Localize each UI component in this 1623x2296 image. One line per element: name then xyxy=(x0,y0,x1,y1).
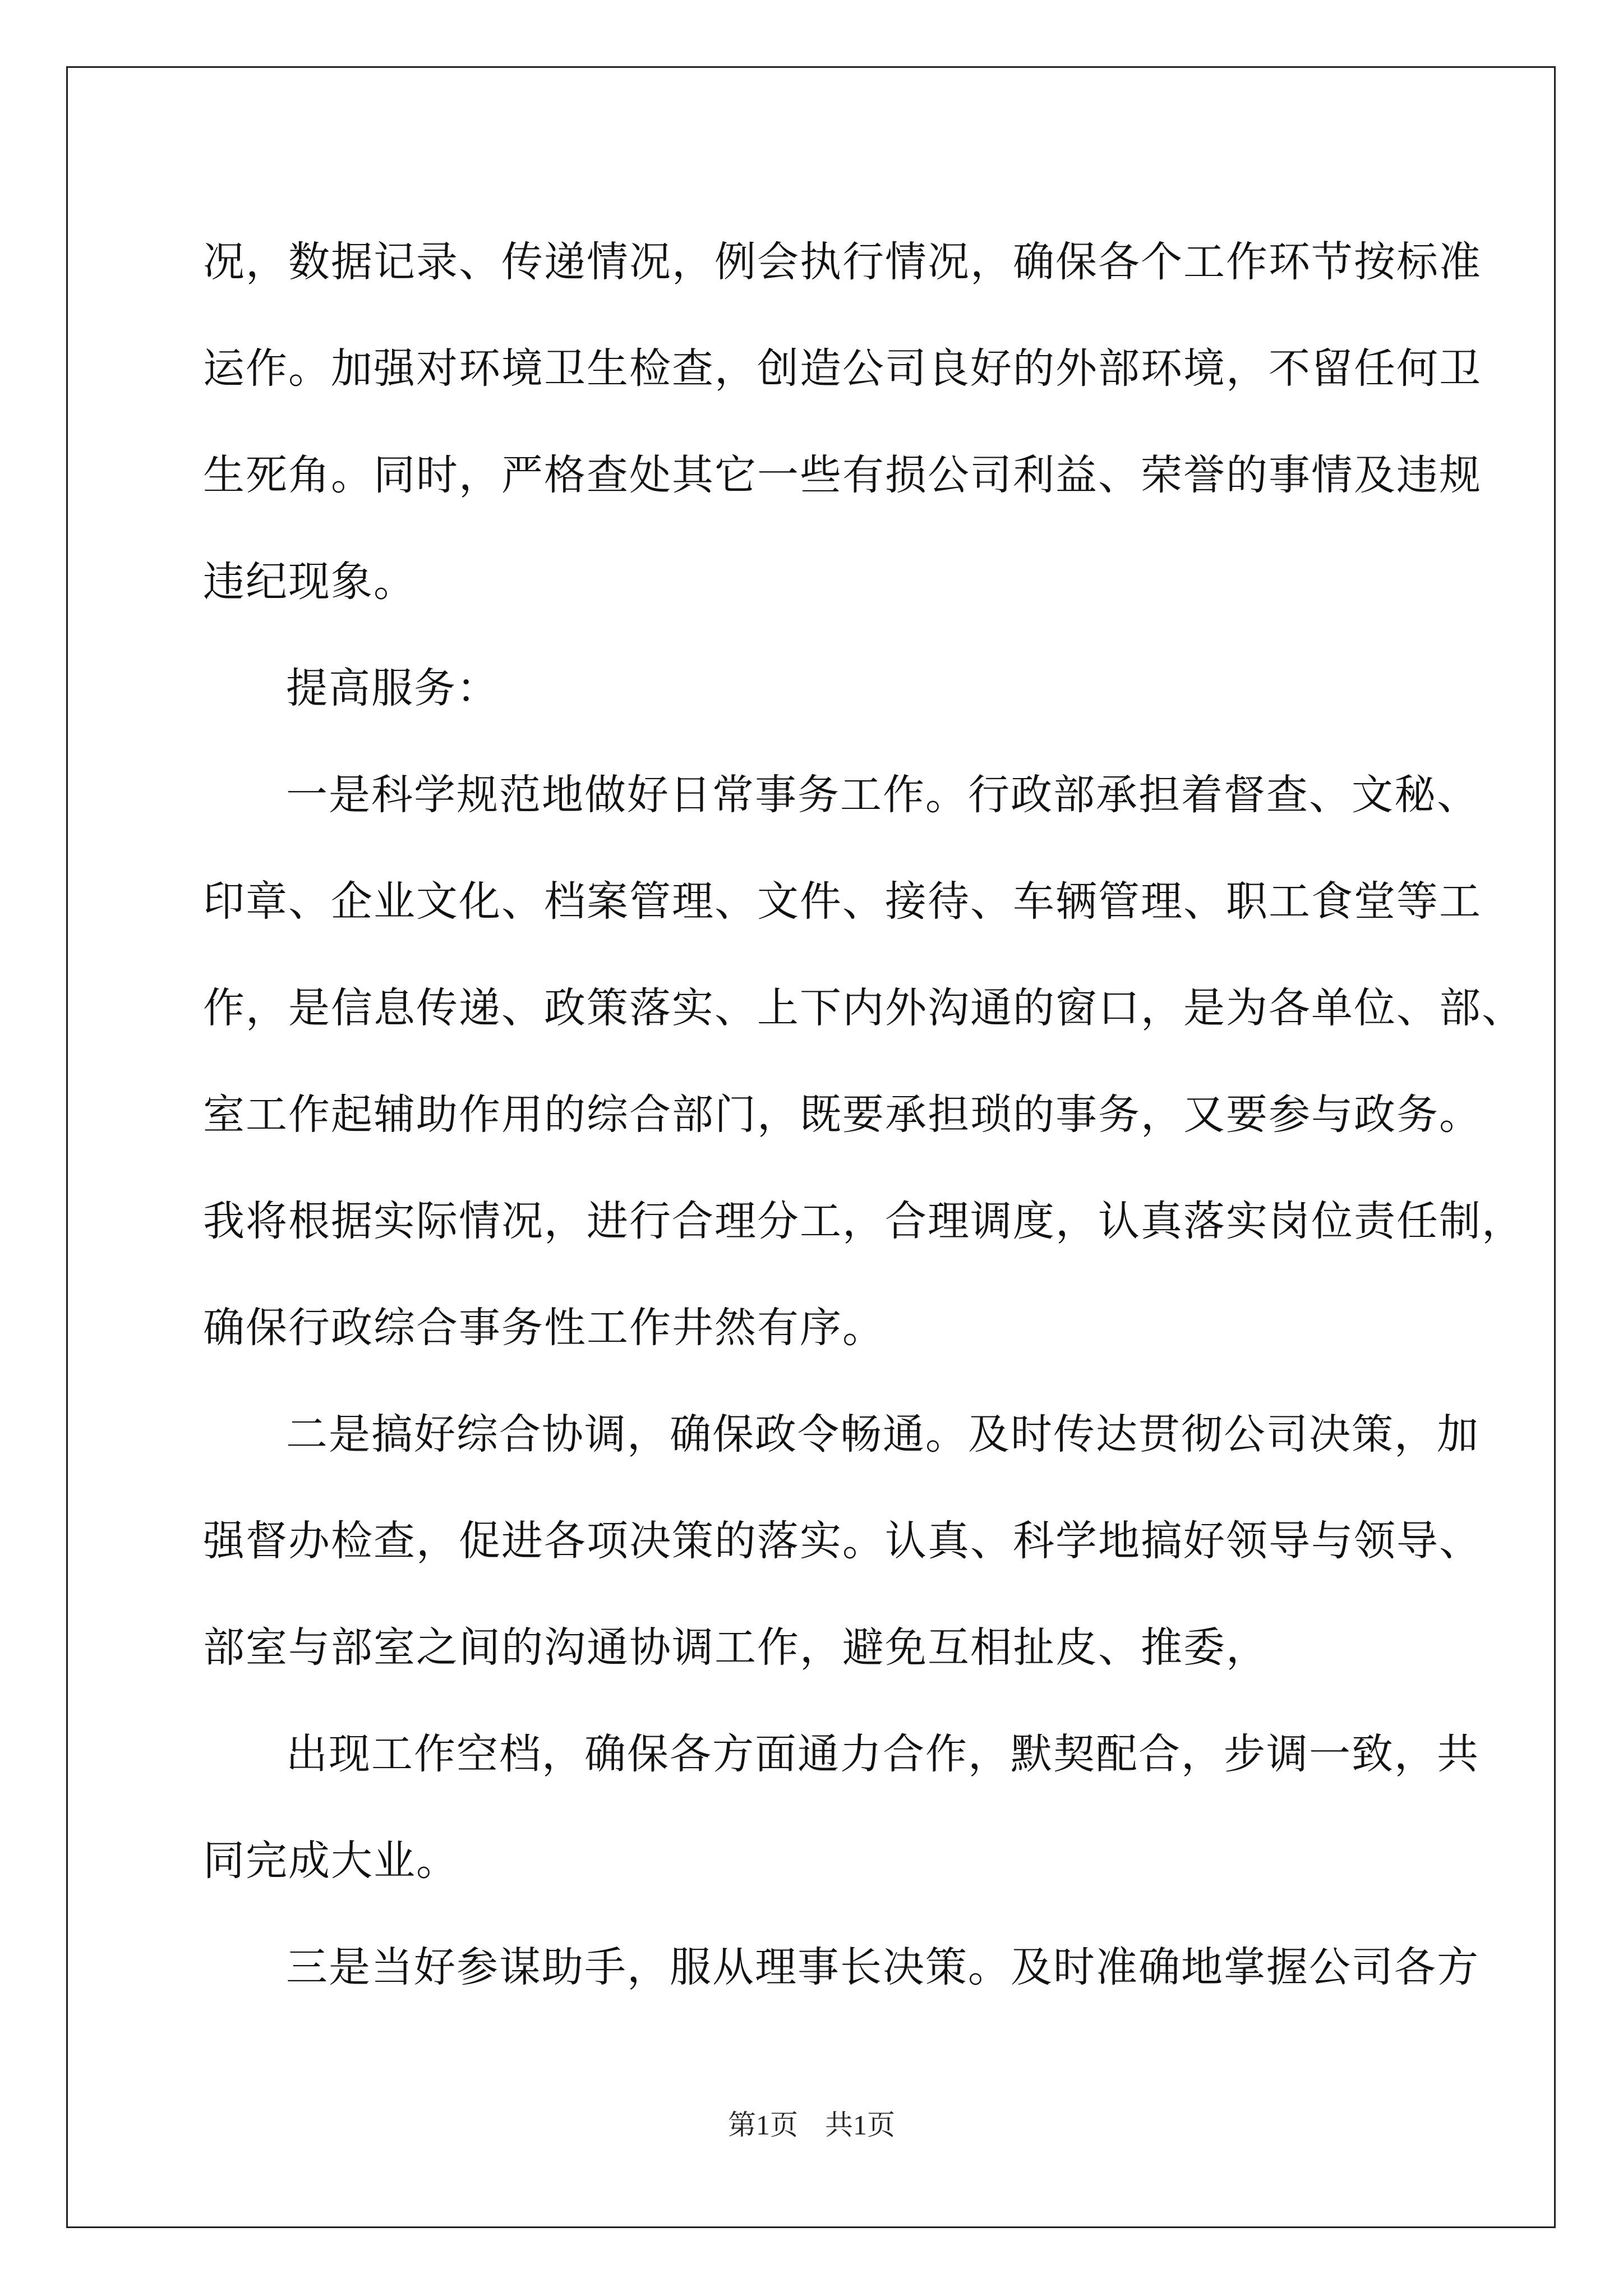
text-line: 部室与部室之间的沟通协调工作，避免互相扯皮、推委， xyxy=(203,1623,1269,1672)
paragraph-start: 出现工作空档，确保各方面通力合作，默契配合，步调一致，共 xyxy=(286,1730,1479,1778)
paragraph-start: 一是科学规范地做好日常事务工作。行政部承担着督查、文秘、 xyxy=(286,771,1479,819)
text-line: 违纪现象。 xyxy=(203,558,416,606)
text-line: 强督办检查，促进各项决策的落实。认真、科学地搞好领导与领导、 xyxy=(203,1517,1482,1565)
text-line: 印章、企业文化、档案管理、文件、接待、车辆管理、职工食堂等工 xyxy=(203,877,1482,926)
page-total: 共1页 xyxy=(825,2109,895,2141)
text-line: 我将根据实际情况，进行合理分工，合理调度，认真落实岗位责任制， xyxy=(203,1197,1524,1245)
page-number: 第1页 xyxy=(728,2109,798,2141)
paragraph-start: 三是当好参谋助手，服从理事长决策。及时准确地掌握公司各方 xyxy=(286,1943,1479,1991)
page-footer xyxy=(0,2102,1623,2143)
text-line: 运作。加强对环境卫生检查，创造公司良好的外部环境，不留任何卫 xyxy=(203,344,1482,393)
text-line: 况，数据记录、传递情况，例会执行情况，确保各个工作环节按标准 xyxy=(203,238,1482,286)
paragraph-start: 二是搞好综合协调，确保政令畅通。及时传达贯彻公司决策，加 xyxy=(286,1410,1479,1458)
section-heading: 提高服务： xyxy=(286,664,499,712)
text-line: 确保行政综合事务性工作井然有序。 xyxy=(203,1304,885,1352)
text-line: 生死角。同时，严格查处其它一些有损公司利益、荣誉的事情及违规 xyxy=(203,451,1482,499)
text-line: 同完成大业。 xyxy=(203,1837,459,1885)
document-body xyxy=(203,209,1524,2021)
text-line: 作，是信息传递、政策落实、上下内外沟通的窗口，是为各单位、部、 xyxy=(203,984,1524,1032)
text-line: 室工作起辅助作用的综合部门，既要承担琐的事务，又要参与政务。 xyxy=(203,1091,1482,1139)
